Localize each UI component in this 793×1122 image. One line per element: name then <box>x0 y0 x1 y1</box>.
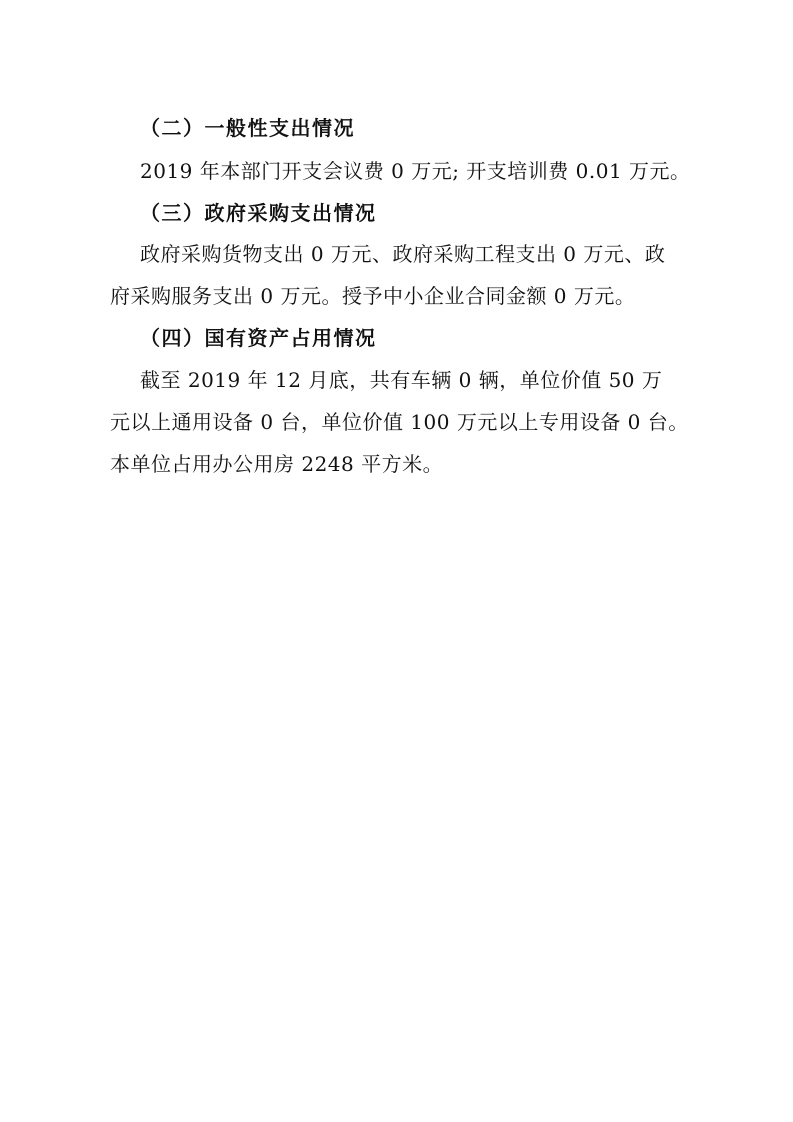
paragraph-assets-line-2: 元以上通用设备 0 台，单位价值 100 万元以上专用设备 0 台。 <box>110 410 689 434</box>
heading-assets: （四）国有资产占用情况 <box>140 326 377 350</box>
heading-general-expense: （二）一般性支出情况 <box>140 116 355 140</box>
paragraph-procurement-line-2: 府采购服务支出 0 万元。授予中小企业合同金额 0 万元。 <box>110 284 636 308</box>
paragraph-procurement-line-1: 政府采购货物支出 0 万元、政府采购工程支出 0 万元、政 <box>140 242 666 266</box>
paragraph-assets-line-3: 本单位占用办公用房 2248 平方米。 <box>110 452 444 476</box>
heading-procurement: （三）政府采购支出情况 <box>140 201 377 225</box>
paragraph-general-expense-line-1: 2019 年本部门开支会议费 0 万元; 开支培训费 0.01 万元。 <box>140 159 691 183</box>
paragraph-assets-line-1: 截至 2019 年 12 月底，共有车辆 0 辆，单位价值 50 万 <box>140 368 663 392</box>
